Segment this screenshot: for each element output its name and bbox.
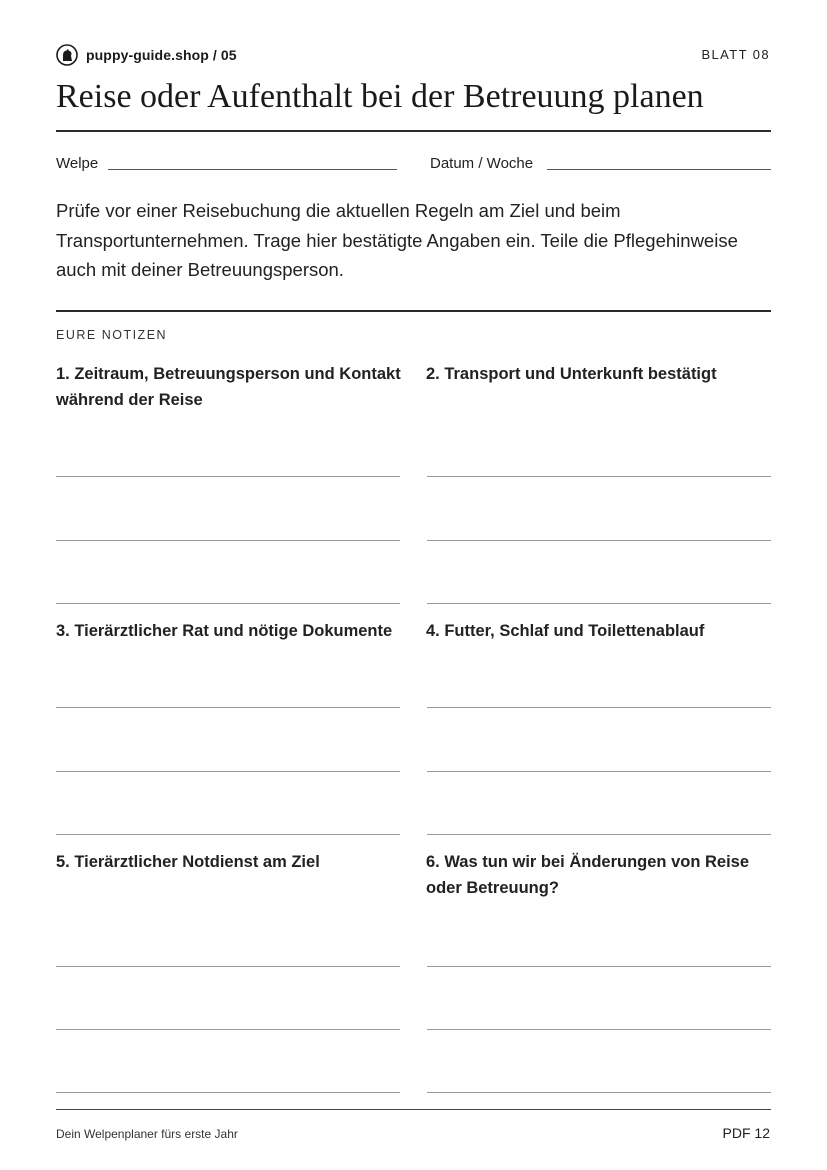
dog-silhouette-icon (56, 44, 78, 66)
question-1: 1. Zeitraum, Betreuungsperson und Kontakt während der Reise (56, 365, 401, 409)
question-5: 5. Tierärztlicher Notdienst am Ziel (56, 853, 320, 871)
answer-line[interactable] (56, 1029, 400, 1030)
answer-line[interactable] (56, 771, 400, 772)
answer-line[interactable] (427, 707, 771, 708)
answer-line[interactable] (427, 603, 771, 604)
sheet-number: BLATT 08 (701, 47, 770, 62)
title-divider (56, 130, 771, 132)
answer-line[interactable] (56, 476, 400, 477)
answer-line[interactable] (56, 966, 400, 967)
brand (56, 44, 237, 66)
answer-line[interactable] (427, 1092, 771, 1093)
answer-line[interactable] (56, 834, 400, 835)
page-number: PDF 12 (722, 1125, 770, 1141)
datum-label: Datum / Woche (430, 155, 534, 172)
page-header (56, 44, 770, 70)
brand-text: puppy-guide.shop / 05 (86, 47, 237, 63)
intro-text: Prüfe vor einer Reisebuchung die aktuellen Regeln am Ziel und beim Transportunternehmen. Trage hier bestätigte Angaben ein. Teile die Pflegehinweise auch mit deiner Betreuungsperson. (56, 200, 738, 280)
question-3: 3. Tierärztlicher Rat und nötige Dokumente (56, 622, 393, 640)
answer-line[interactable] (427, 771, 771, 772)
question-4: 4. Futter, Schlaf und Toilettenablauf (426, 622, 705, 640)
answer-line[interactable] (56, 540, 400, 541)
answer-line[interactable] (427, 834, 771, 835)
answer-line[interactable] (427, 540, 771, 541)
intro-divider (56, 310, 771, 312)
answer-line[interactable] (427, 966, 771, 967)
question-6: 6. Was tun wir bei Änderungen von Reise oder Betreuung? (426, 853, 750, 897)
datum-field[interactable] (547, 169, 771, 170)
answer-line[interactable] (427, 1029, 771, 1030)
footer-divider (56, 1109, 771, 1110)
footer-tagline: Dein Welpenplaner fürs erste Jahr (56, 1127, 238, 1141)
section-label: EURE NOTIZEN (56, 328, 168, 342)
question-2: 2. Transport und Unterkunft bestätigt (426, 365, 717, 383)
welpe-label: Welpe (56, 155, 99, 172)
answer-line[interactable] (427, 476, 771, 477)
welpe-field[interactable] (108, 169, 397, 170)
page-title: Reise oder Aufenthalt bei der Betreuung planen (56, 78, 704, 115)
answer-line[interactable] (56, 603, 400, 604)
answer-line[interactable] (56, 1092, 400, 1093)
answer-line[interactable] (56, 707, 400, 708)
